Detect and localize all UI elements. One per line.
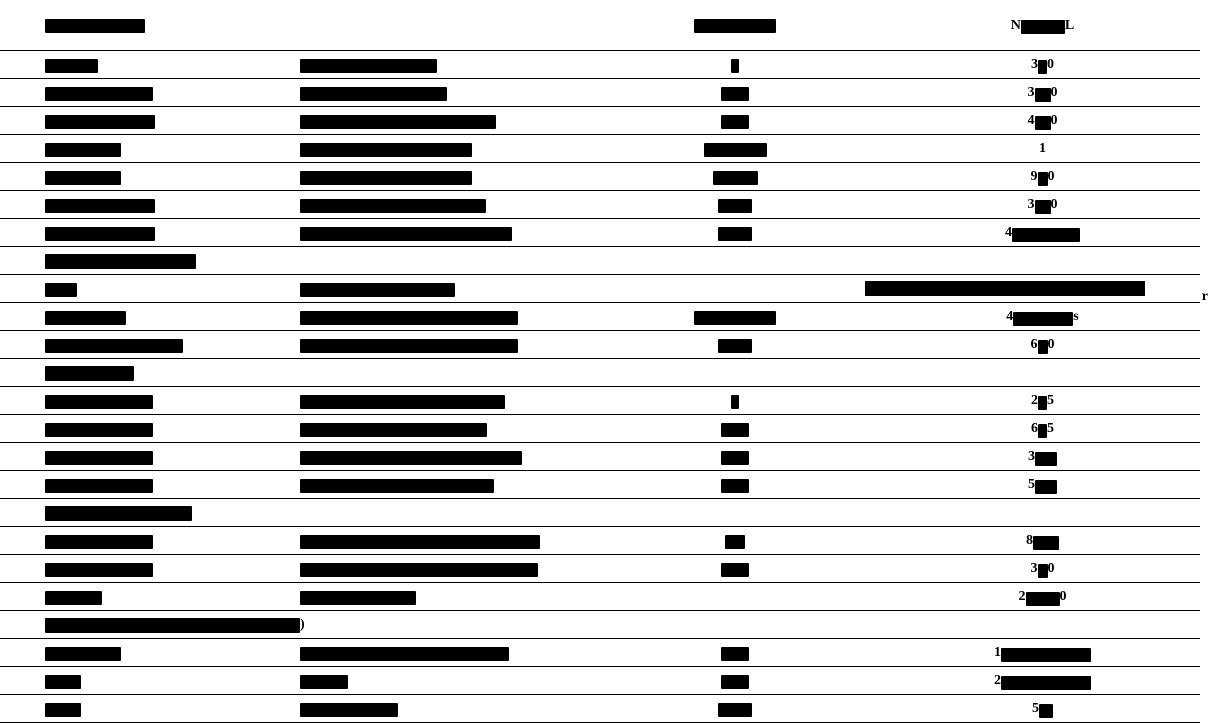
- table-cell-col1: [295, 443, 585, 471]
- table-cell-col2: [585, 471, 885, 499]
- table-row: [0, 499, 1200, 527]
- table-cell-col2: [585, 415, 885, 443]
- redaction-bar: [731, 395, 739, 409]
- redaction-bar: [1038, 396, 1047, 410]
- redaction-bar-wide: [865, 281, 1145, 296]
- table-cell-col0: [0, 471, 295, 499]
- redaction-bar: [721, 479, 749, 493]
- redaction-bar: [45, 479, 153, 493]
- table-cell-col1: [295, 331, 585, 359]
- redaction-bar: [45, 311, 126, 325]
- table-cell-col1: [295, 79, 585, 107]
- redaction-bar: [718, 199, 752, 213]
- table-cell-col2: [585, 639, 885, 667]
- table-cell-col2: [585, 387, 885, 415]
- redaction-bar: [45, 254, 196, 269]
- column-header-0: [0, 0, 295, 51]
- table-row: [0, 275, 1200, 303]
- redaction-bar: [694, 311, 776, 325]
- value-text: 2 5: [1031, 393, 1054, 408]
- table-cell-value: [885, 135, 1200, 163]
- redaction-bar: [300, 451, 522, 465]
- column-header-3: [885, 0, 1200, 51]
- redaction-bar: [300, 59, 437, 73]
- redaction-bar: [45, 563, 153, 577]
- table-row: [0, 415, 1200, 443]
- table-cell-spanning: [0, 611, 1200, 639]
- table-cell-col1: [295, 695, 585, 723]
- table-row: [0, 219, 1200, 247]
- table-row: [0, 163, 1200, 191]
- table-cell-col2: [585, 135, 885, 163]
- table-cell-col2: [585, 51, 885, 79]
- redaction-bar: [1038, 564, 1048, 578]
- redaction-bar: [1033, 536, 1059, 550]
- redaction-bar: [45, 423, 153, 437]
- column-header-1: [295, 0, 585, 51]
- table-cell-col0: [0, 219, 295, 247]
- redaction-bar: [1001, 676, 1091, 690]
- table-row: [0, 695, 1200, 723]
- table-row: [0, 107, 1200, 135]
- redaction-bar: [721, 87, 749, 101]
- table-cell-col1: [295, 639, 585, 667]
- value-text: 4: [1005, 225, 1080, 240]
- table-cell-col2: [585, 331, 885, 359]
- table-cell-col1: [295, 555, 585, 583]
- redaction-bar: [45, 395, 153, 409]
- table-header-row: [0, 0, 1200, 51]
- table-cell-col1: [295, 163, 585, 191]
- redaction-bar: [45, 227, 155, 241]
- table-cell-col1: [295, 471, 585, 499]
- table-cell-value: [885, 639, 1200, 667]
- table-cell-col0: [0, 331, 295, 359]
- redaction-bar: [300, 339, 518, 353]
- redaction-bar: [45, 143, 121, 157]
- value-text: 3 0: [1027, 85, 1058, 100]
- redaction-bar: [721, 423, 749, 437]
- redaction-bar: [300, 171, 472, 185]
- table-cell-value: [885, 443, 1200, 471]
- value-text: 6 5: [1031, 421, 1054, 436]
- redaction-bar: [45, 647, 121, 661]
- table-cell-col2: [585, 191, 885, 219]
- table-cell-col2: [585, 695, 885, 723]
- table-cell-col0: [0, 443, 295, 471]
- redaction-bar: [300, 423, 487, 437]
- redaction-bar: [713, 171, 758, 185]
- table-cell-col1: [295, 387, 585, 415]
- redaction-bar: [45, 59, 98, 73]
- table-row: [0, 191, 1200, 219]
- redaction-bar: [300, 675, 348, 689]
- redaction-bar: [721, 563, 749, 577]
- table-cell-col2: [585, 443, 885, 471]
- redaction-bar: [300, 283, 455, 297]
- redaction-bar: [721, 647, 749, 661]
- value-text: 2: [994, 673, 1091, 688]
- redaction-bar: [45, 87, 153, 101]
- value-text: 2 0: [1018, 589, 1067, 604]
- table-cell-col0: [0, 639, 295, 667]
- table-row: [0, 387, 1200, 415]
- redaction-bar: [1035, 452, 1057, 466]
- table-cell-col1: [295, 527, 585, 555]
- table-row: [0, 331, 1200, 359]
- redaction-bar: [694, 19, 776, 33]
- cell-trailing-text: ): [300, 617, 305, 632]
- table-cell-value: [885, 191, 1200, 219]
- redaction-bar: [1039, 704, 1053, 718]
- table-cell-col1: [295, 219, 585, 247]
- table-cell-col0: [0, 415, 295, 443]
- redaction-bar: [45, 535, 153, 549]
- redaction-bar: [300, 87, 447, 101]
- redaction-bar: [1026, 592, 1060, 606]
- redaction-bar: [300, 199, 486, 213]
- value-suffix: r: [1201, 288, 1208, 304]
- table-cell-value: [885, 303, 1200, 331]
- redaction-bar: [1038, 172, 1048, 186]
- table-row: [0, 303, 1200, 331]
- value-text: 5: [1028, 477, 1057, 492]
- redaction-bar: [45, 199, 155, 213]
- redaction-bar: [721, 115, 749, 129]
- table-cell-col1: [295, 275, 585, 303]
- table-row: [0, 639, 1200, 667]
- table-cell-col2: [585, 107, 885, 135]
- value-text: 8: [1026, 533, 1059, 548]
- table-cell-col2: [585, 303, 885, 331]
- value-text: 1: [994, 645, 1091, 660]
- table-cell-value: [885, 275, 1208, 304]
- redaction-bar: [45, 618, 300, 633]
- value-suffix: s: [1073, 309, 1079, 324]
- table-cell-col0: [0, 51, 295, 79]
- redaction-bar: [721, 675, 749, 689]
- table-cell-value: [885, 387, 1200, 415]
- table-body: [0, 51, 1208, 723]
- table-cell-col1: [295, 583, 585, 611]
- redaction-bar: [45, 115, 155, 129]
- table-cell-value: [885, 527, 1200, 555]
- table-row: [0, 443, 1200, 471]
- table-cell-value: [885, 219, 1200, 247]
- value-text: 4 s: [1006, 309, 1079, 324]
- column-header-2: [585, 0, 885, 51]
- table-cell-col0: [0, 303, 295, 331]
- redaction-bar: [45, 171, 121, 185]
- redaction-bar: [1035, 200, 1051, 214]
- table-row: [0, 51, 1200, 79]
- redaction-bar: [1021, 20, 1065, 34]
- redaction-bar: [1001, 648, 1091, 662]
- value-text: 3: [1028, 449, 1057, 464]
- table-cell-value: [885, 695, 1200, 723]
- table-header: [0, 0, 1200, 51]
- table-cell-col0: [0, 135, 295, 163]
- table-cell-col2: [585, 527, 885, 555]
- table-cell-value: [885, 331, 1200, 359]
- table-cell-col0: [0, 191, 295, 219]
- redaction-bar: [300, 563, 538, 577]
- table-row: [0, 611, 1200, 639]
- table-cell-col2: [585, 275, 885, 303]
- table-cell-col2: [585, 583, 885, 611]
- table-cell-spanning: [0, 359, 1200, 387]
- redaction-bar: [704, 143, 767, 157]
- redaction-bar: [1035, 480, 1057, 494]
- value-text: 9 0: [1030, 169, 1055, 184]
- value-text: 1: [1039, 141, 1046, 156]
- redaction-bar: [718, 703, 752, 717]
- table-cell-value: [885, 415, 1200, 443]
- table-cell-col1: [295, 191, 585, 219]
- value-text: 3 0: [1027, 197, 1058, 212]
- table-cell-col0: [0, 527, 295, 555]
- redaction-bar: [721, 451, 749, 465]
- redaction-bar: [300, 227, 512, 241]
- table-cell-col0: [0, 163, 295, 191]
- redaction-bar: [1012, 228, 1080, 242]
- redaction-bar: [1038, 424, 1047, 438]
- table-cell-col0: [0, 387, 295, 415]
- value-text: 5: [1032, 701, 1053, 716]
- value-text: 4 0: [1027, 113, 1058, 128]
- table-cell-col0: [0, 667, 295, 695]
- column-header-3-label: N L: [1010, 17, 1075, 33]
- table-cell-value: [885, 107, 1200, 135]
- table-cell-col0: [0, 695, 295, 723]
- table-cell-spanning: [0, 247, 1200, 275]
- table-cell-col0: [0, 79, 295, 107]
- table-cell-value: [885, 79, 1200, 107]
- redaction-bar: [300, 143, 472, 157]
- table-cell-col2: [585, 79, 885, 107]
- redaction-bar: [1035, 116, 1051, 130]
- redaction-bar: [300, 115, 496, 129]
- table-cell-col0: [0, 275, 295, 303]
- value-text: 3 0: [1031, 57, 1054, 72]
- redaction-bar: [45, 591, 102, 605]
- redaction-bar: [1038, 60, 1047, 74]
- table-cell-col1: [295, 303, 585, 331]
- table-row: [0, 527, 1200, 555]
- table-cell-value: [885, 667, 1200, 695]
- table-cell-col2: [585, 667, 885, 695]
- table-cell-col1: [295, 51, 585, 79]
- value-text: 3 0: [1030, 561, 1055, 576]
- redaction-bar: [300, 647, 509, 661]
- redaction-bar: [1013, 312, 1073, 326]
- redaction-bar: [45, 19, 145, 33]
- redaction-bar: [45, 283, 77, 297]
- redaction-bar: [45, 675, 81, 689]
- table-row: [0, 471, 1200, 499]
- redaction-bar: [718, 227, 752, 241]
- redaction-bar: [731, 59, 739, 73]
- redaction-bar: [300, 703, 398, 717]
- table-cell-value: [885, 51, 1200, 79]
- table-cell-col0: [0, 555, 295, 583]
- redaction-bar: [45, 451, 153, 465]
- table-cell-value: [885, 163, 1200, 191]
- table-row: [0, 79, 1200, 107]
- redaction-bar: [300, 311, 518, 325]
- table-cell-col1: [295, 107, 585, 135]
- redaction-bar: [45, 339, 183, 353]
- table-cell-col2: [585, 163, 885, 191]
- table-row: [0, 359, 1200, 387]
- redaction-bar: [45, 506, 192, 521]
- table-cell-spanning: [0, 499, 1200, 527]
- table-cell-col2: [585, 555, 885, 583]
- table-cell-col0: [0, 107, 295, 135]
- redaction-bar: [45, 366, 134, 381]
- redaction-bar: [300, 479, 494, 493]
- table-row: [0, 555, 1200, 583]
- table-row: [0, 583, 1200, 611]
- redaction-bar: [300, 591, 416, 605]
- redaction-bar: [725, 535, 745, 549]
- table-row: [0, 247, 1200, 275]
- table-row: [0, 667, 1200, 695]
- table-cell-col1: [295, 135, 585, 163]
- table-row: [0, 135, 1200, 163]
- table-cell-col1: [295, 415, 585, 443]
- redaction-bar: [300, 535, 540, 549]
- redaction-bar: [1035, 88, 1051, 102]
- redaction-bar: [718, 339, 752, 353]
- table-cell-value: [885, 555, 1200, 583]
- table-cell-col1: [295, 667, 585, 695]
- redaction-bar: [1038, 340, 1048, 354]
- table-cell-value: [885, 583, 1200, 611]
- value-text: 6 0: [1030, 337, 1055, 352]
- table-cell-col0: [0, 583, 295, 611]
- table-cell-col2: [585, 219, 885, 247]
- table-cell-value: [885, 471, 1200, 499]
- redaction-bar: [300, 395, 505, 409]
- redaction-bar: [45, 703, 81, 717]
